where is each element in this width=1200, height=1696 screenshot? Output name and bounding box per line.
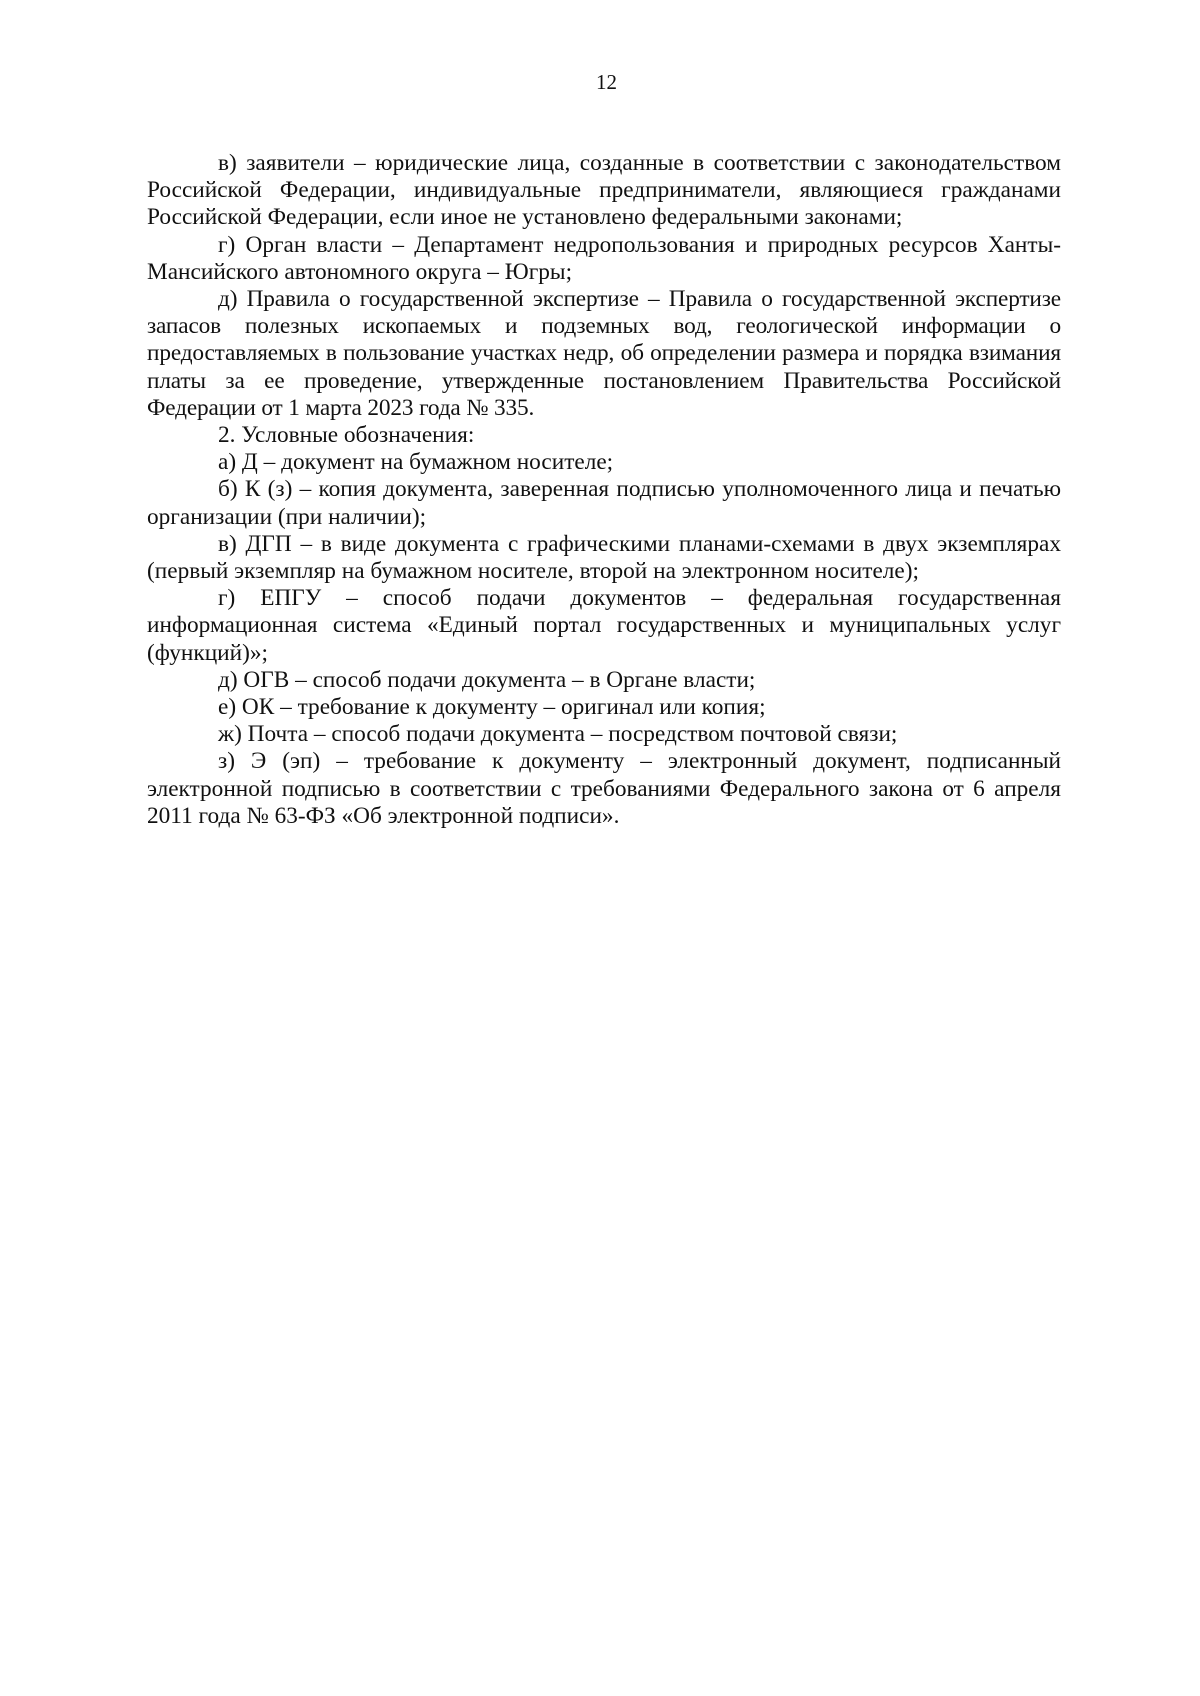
page-number: 12 xyxy=(596,70,617,94)
section-heading-symbols: 2. Условные обозначения: xyxy=(218,422,475,449)
definition-authority: г) Орган власти – Департамент недропользования и природных ресурсов Ханты-Мансийского автономного округа – Югры; xyxy=(147,231,1061,285)
definition-applicants: в) заявители – юридические лица, созданные в соответствии с законодательством Российской Федерации, индивидуальные предприниматели, являющиеся гражданами Российской Федерации, если иное не установлено федеральными законами; xyxy=(147,150,1061,231)
symbol-ok: е) ОК – требование к документу – оригинал или копия; xyxy=(218,694,766,721)
symbol-d: а) Д – документ на бумажном носителе; xyxy=(218,449,614,476)
definition-expertise-rules: д) Правила о государственной экспертизе – Правила о государственной экспертизе запасов полезных ископаемых и подземных вод, геологической информации о предоставляемых в пользование участках недр, об определении размера и порядка взимания платы за ее проведение, утвержденные постановлением Правительства Российской Федерации от 1 марта 2023 года № 335. xyxy=(147,286,1061,421)
symbol-epgu: г) ЕПГУ – способ подачи документов – федеральная государственная информационная система «Единый портал государственных и муниципальных услуг (функций)»; xyxy=(147,585,1061,666)
symbol-ogv: д) ОГВ – способ подачи документа – в Органе власти; xyxy=(218,666,756,693)
document-body xyxy=(147,150,1061,830)
symbol-dgp: в) ДГП – в виде документа с графическими планами-схемами в двух экземплярах (первый экземпляр на бумажном носителе, второй на электронном носителе); xyxy=(147,530,1061,585)
symbol-k: б) К (з) – копия документа, заверенная подписью уполномоченного лица и печатью организации (при наличии); xyxy=(147,476,1061,530)
symbol-post: ж) Почта – способ подачи документа – посредством почтовой связи; xyxy=(218,721,898,748)
symbol-e: з) Э (эп) – требование к документу – электронный документ, подписанный электронной подписью в соответствии с требованиями Федерального закона от 6 апреля 2011 года № 63-ФЗ «Об электронной подписи». xyxy=(147,748,1061,829)
